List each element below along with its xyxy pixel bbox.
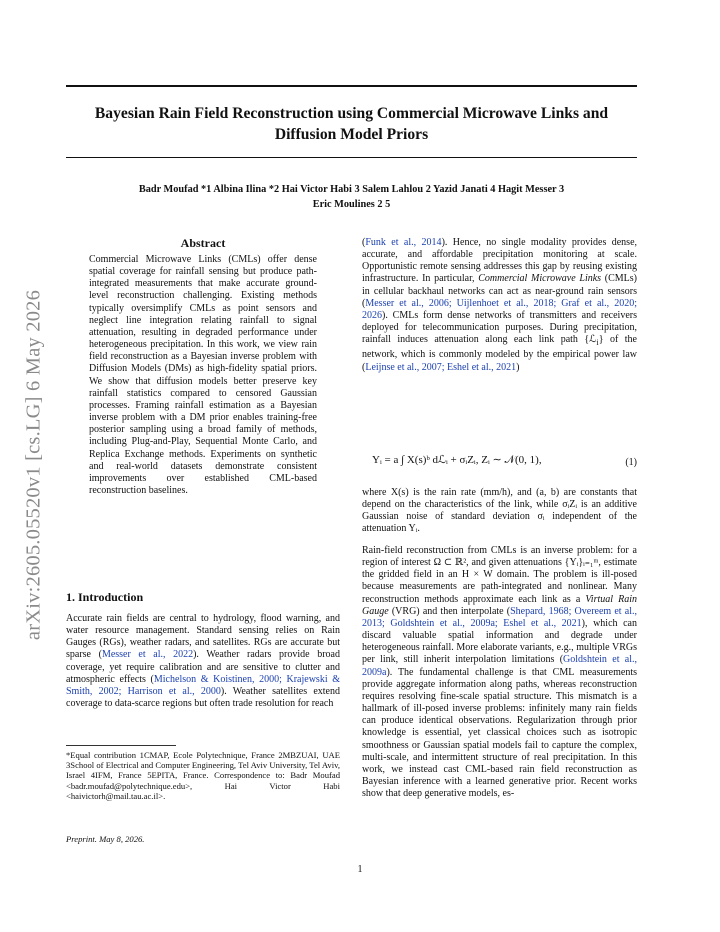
citation-link[interactable]: Funk et al., 2014 bbox=[365, 237, 442, 248]
body-text: ) bbox=[516, 361, 520, 373]
equation-number: (1) bbox=[625, 457, 637, 468]
equation-body: Yᵢ = a ∫ X(s)ᵇ dℒᵢ + σᵢZᵢ, Zᵢ ∼ 𝒩(0, 1), bbox=[372, 454, 542, 466]
body-text: } of the network, which is commonly modeled by the empirical power law ( bbox=[362, 334, 637, 373]
introduction-paragraph bbox=[66, 613, 340, 710]
intro-text: Accurate rain fields are central to hydrology, flood warning, and water resource management. Standard sensing relies on Rain Gauges (RGs), weather radars, and satellites. RGs are accurate but sparse ( bbox=[66, 613, 340, 661]
body-text: ), which can discard valuable spatial information and degrade under heterogeneous rainfall. More elaborate variants, e.g., multiple VRGs per link, still inherit interpolation limitations ( bbox=[362, 617, 637, 666]
citation-link[interactable]: Michelson & Koistinen, 2000; Krajewski & Smith, 2002; Harrison et al., 2000 bbox=[66, 673, 340, 697]
right-paragraph-2: where X(s) is the rain rate (mm/h), and (a, b) are constants that depend on the characteristics of the link, while σᵢZᵢ is an additive Gaussian noise of standard deviation σᵢ independent of the attenuation Yᵢ. bbox=[362, 487, 637, 535]
title-rule-bottom bbox=[66, 157, 637, 158]
page-number: 1 bbox=[357, 864, 363, 875]
footnote-rule bbox=[66, 745, 176, 746]
body-text: ). The fundamental challenge is that CML measurements provide aggregate information along paths, whereas reconstruction requires resolving fine-scale spatial structure. This mismatch is a hallmark of ill-posed inverse problems: infinitely many rain fields can produce identical observations. Regularization through prior knowledge is essential, yet classical choices such as isotropic smoothness or Gaussian spatial models fail to capture the complex, multi-scale, and intermittent structure of real precipitation. In this work, we instead cast CML-based rain field reconstruction as Bayesian inference with a learned generative prior. Recent works show that deep generative models, es- bbox=[362, 666, 637, 800]
affiliations-footnote: *Equal contribution 1CMAP, Ecole Polytechnique, France 2MBZUAI, UAE 3School of Electrical and Computer Engineering, Tel Aviv University, Tel Aviv, Israel 4IFM, France 5EPITA, France. Correspondence to: Badr Moufad <badr.moufad@polytechnique.edu>, Hai Victor Habi <haivictorh@mail.tau.ac.il>. bbox=[66, 750, 340, 801]
citation-link[interactable]: Goldshtein et al., 2009a bbox=[362, 654, 637, 678]
citation-link[interactable]: Shepard, 1968; Overeem et al., 2013; Goldshtein et al., 2009a; Eshel et al., 2021 bbox=[362, 605, 637, 629]
body-text: ). Hence, no single modality provides dense, accurate, and affordable precipitation monitoring at scale. Opportunistic remote sensing addresses this gap by reusing existing infrastructure. In particular, bbox=[362, 237, 638, 285]
body-text: ). CMLs form dense networks of transmitters and receivers deployed for telecommunication purposes. During precipitation, rainfall induces attenuation along each link path {ℒ bbox=[362, 309, 637, 346]
title-rule-top bbox=[66, 85, 637, 87]
arxiv-identifier: arXiv:2605.05520v1 [cs.LG] 6 May 2026 bbox=[22, 289, 45, 641]
body-text: (VRG) and then interpolate ( bbox=[388, 605, 511, 617]
author-list bbox=[66, 183, 637, 212]
right-paragraph-3 bbox=[362, 545, 637, 800]
emphasis-text: Commercial Microwave Links bbox=[478, 273, 602, 285]
body-text: Rain-field reconstruction from CMLs is an inverse problem: for a region of interest Ω ⊂ ℝ², and given attenuations {Yᵢ}ᵢ₌₁ᵐ, estimate the gridded field in an H × W domain. The problem is ill-posed because measurements are path-integrated and nonlinear. Many reconstruction methods approximate each link as a bbox=[362, 545, 637, 605]
citation-link[interactable]: Messer et al., 2022 bbox=[101, 649, 194, 661]
introduction-heading: 1. Introduction bbox=[66, 590, 144, 604]
intro-text: ). Weather radars provide broad coverage, yet require calibration and are sensitive to clutter and atmospheric effects ( bbox=[66, 649, 340, 685]
author-line-2: Eric Moulines 2 5 bbox=[312, 198, 391, 210]
preprint-date: Preprint. May 8, 2026. bbox=[66, 834, 145, 844]
abstract-text: Commercial Microwave Links (CMLs) offer dense spatial coverage for rainfall sensing but produce path-integrated measurements that make accurate ground-level reconstruction challenging. Existing methods typically oversimplify CMLs as point sensors and neglect line integration relating rainfall to signal attenuation, resulting in degraded performance under heterogeneous precipitation. In this work, we view rain field reconstruction as a Bayesian inverse problem with Diffusion Models (DMs) as high-fidelity spatial priors. We show that diffusion models better preserve key rainfall statistics compared to censored Gaussian processes. Framing rainfall estimation as a Bayesian inverse problem with a DM prior enables training-free posterior sampling using a broad family of methods, including Plug-and-Play, Sequential Monte Carlo, and Replica Exchange methods. Experiments on synthetic and real-world datasets demonstrate consistent improvements over established CML-based reconstruction baselines. bbox=[89, 254, 317, 496]
intro-text: ). Weather satellites extend coverage to data-scarce regions but often trade resolution for reach bbox=[66, 685, 340, 710]
citation-link[interactable]: Messer et al., 2006; Uijlenhoet et al., 2018; Graf et al., 2020; 2026 bbox=[362, 297, 637, 321]
right-paragraph-1: (Funk et al., 2014). Hence, no single modality provides dense, accurate, and affordable precipitation monitoring at scale. Opportunistic remote sensing addresses this gap by reusing existing infrastructure. In particular, Commercial Microwave Links (CMLs) in cellular backhaul networks can act as near-ground rain sensors (Messer et al., 2006; Uijlenhoet et al., 2018; Graf et al., 2020; 2026). CMLs form dense networks of transmitters and receivers deployed for telecommunication purposes. During precipitation, rainfall induces attenuation along each link path {ℒ$_i$} of the network, which is commonly modeled by the empirical power law (Leijnse et al., 2007; Eshel et al., 2021) bbox=[362, 237, 638, 373]
abstract-heading: Abstract bbox=[180, 236, 226, 250]
emphasis-text: Virtual Rain Gauge bbox=[362, 593, 638, 617]
equation-1 bbox=[362, 447, 637, 477]
paper-title: Bayesian Rain Field Reconstruction using Commercial Microwave Links and Diffusion Model Priors bbox=[94, 105, 609, 143]
author-line-1: Badr Moufad *1 Albina Ilina *2 Hai Victor Habi 3 Salem Lahlou 2 Yazid Janati 4 Hagit Messer 3 bbox=[138, 184, 565, 195]
citation-link[interactable]: Leijnse et al., 2007; Eshel et al., 2021 bbox=[365, 361, 517, 373]
body-text: (CMLs) in cellular backhaul networks can act as near-ground rain sensors ( bbox=[362, 273, 638, 309]
